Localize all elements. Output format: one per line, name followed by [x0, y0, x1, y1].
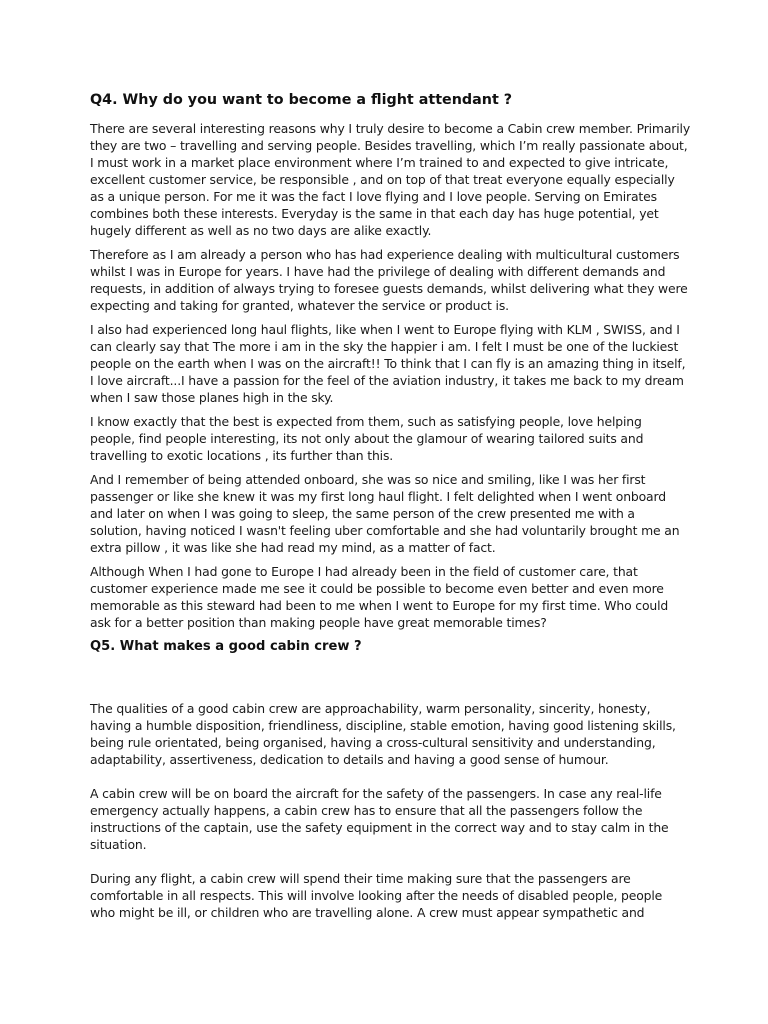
q5-paragraph-3: During any flight, a cabin crew will spend their time making sure that the passengers are comfortable in all respects. This will involve looking after the needs of disabled people, people who might be ill, or children who are travelling alone. A crew must appear sympathetic and — [90, 871, 663, 920]
q5-paragraph-1: The qualities of a good cabin crew are approachability, warm personality, sincerity, honesty, having a humble disposition, friendliness, discipline, stable emotion, having good listening skills, being rule orientated, being organised, having a cross-cultural sensitivity and understanding, adaptability, assertiveness, dedication to details and having a good sense of humour. — [90, 701, 676, 767]
q4-paragraph-6: Although When I had gone to Europe I had already been in the field of customer care, that customer experience made me see it could be possible to become even better and even more memorable as this steward had been to me when I went to Europe for my first time. Who could ask for a better position than making people have great memorable times? — [90, 564, 669, 630]
q5-paragraph-2: A cabin crew will be on board the aircraft for the safety of the passengers. In case any real-life emergency actually happens, a cabin crew has to ensure that all the passengers follow the instructions of the captain, use the safety equipment in the correct way and to stay calm in the situation. — [90, 786, 669, 852]
section-spacer — [90, 666, 690, 700]
q5-heading: Q5. What makes a good cabin crew ? — [90, 639, 362, 654]
q4-paragraph-3: I also had experienced long haul flights, like when I went to Europe flying with KLM , SWISS, and I can clearly say that The more i am in the sky the happier i am. I felt I must be one of the luckiest people on the earth when I was on the aircraft!! To think that I can fly is an amazing thing in itself, I love aircraft...I have a passion for the feel of the aviation industry, it takes me back to my dream when I saw those planes high in the sky. — [90, 322, 686, 405]
q4-paragraph-4: I know exactly that the best is expected from them, such as satisfying people, love helping people, find people interesting, its not only about the glamour of wearing tailored suits and travelling to exotic locations , its further than this. — [90, 414, 644, 463]
q4-paragraph-2: Therefore as I am already a person who has had experience dealing with multicultural customers whilst I was in Europe for years. I have had the privilege of dealing with different demands and requests, in addition of always trying to foresee guests demands, whilst delivering what they were expecting and taking for granted, whatever the service or product is. — [90, 247, 688, 313]
document-page — [90, 90, 690, 921]
q4-paragraph-1: There are several interesting reasons why I truly desire to become a Cabin crew member. Primarily they are two – travelling and serving people. Besides travelling, which I’m really passionate about, I must work in a market place environment where I’m trained to and expected to give intricate, excellent customer service, be responsible , and on top of that treat everyone equally especially as a unique person. For me it was the fact I love flying and I love people. Serving on Emirates combines both these interests. Everyday is the same in that each day has huge potential, yet hugely different as well as no two days are alike exactly. — [90, 121, 691, 238]
q4-heading: Q4. Why do you want to become a flight attendant ? — [90, 92, 513, 108]
q4-paragraph-5: And I remember of being attended onboard, she was so nice and smiling, like I was her first passenger or like she knew it was my first long haul flight. I felt delighted when I went onboard and later on when I was going to sleep, the same person of the crew presented me with a solution, having noticed I wasn't feeling uber comfortable and she had voluntarily brought me an extra pillow , it was like she had read my mind, as a matter of fact. — [90, 472, 680, 555]
